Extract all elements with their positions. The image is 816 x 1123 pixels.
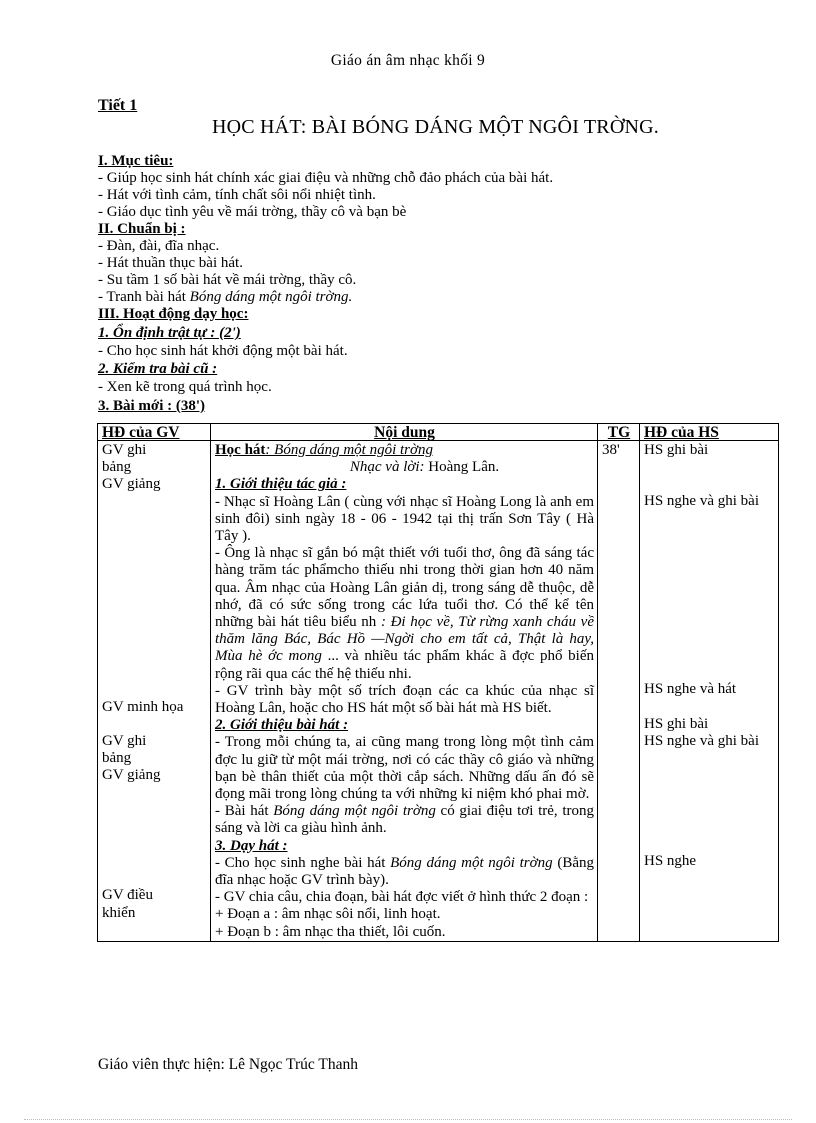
s2-p2-prefix: - Bài hát	[215, 803, 274, 820]
s1-heading: 1. Giới thiệu tác giả :	[215, 476, 347, 493]
lesson-plan-table	[97, 423, 779, 942]
s3-paragraph-3: + Đoạn a : âm nhạc sôi nổi, linh hoạt.	[215, 906, 441, 923]
gv-activity: GV giảng	[102, 476, 161, 493]
time-cell	[598, 441, 640, 942]
learn-label: Học hát	[215, 442, 266, 458]
content-cell	[211, 441, 598, 942]
s2-p2-tail: có giai điệu tơi trẻ, trong sáng và lời ca giàu hình ảnh.	[215, 803, 594, 837]
subsection-2-heading: 2. Kiểm tra bài cũ :	[98, 361, 218, 377]
gv-activity-cell	[98, 441, 211, 942]
header-hs: HĐ của HS	[640, 424, 779, 441]
subsection-1-heading: 1. Ổn định trật tự : (2')	[98, 325, 241, 341]
gv-activity: GV giảng	[102, 767, 161, 784]
objective-item: - Giúp học sinh hát chính xác giai điệu và những chỗ đảo phách của bài hát.	[98, 170, 554, 186]
learn-song-title: : Bóng dáng một ngôi trờng	[265, 442, 434, 458]
s2-paragraph-2	[215, 803, 594, 837]
s1-paragraph-2	[215, 545, 594, 683]
objective-item: - Giáo dục tình yêu về mái trờng, thầy cô và bạn bè	[98, 204, 407, 220]
s2-heading: 2. Giới thiệu bài hát :	[215, 717, 349, 734]
section-2-heading: II. Chuẩn bị :	[98, 221, 186, 237]
s3-paragraph	[215, 855, 594, 889]
s3-heading: 3. Dạy hát :	[215, 837, 288, 854]
s3-paragraph-4: + Đoạn b : âm nhạc tha thiết, lôi cuốn.	[215, 923, 446, 940]
hs-activity: HS ghi bài	[644, 442, 709, 458]
gv-activity: GV ghi bảng	[102, 732, 147, 767]
table-header-row	[98, 424, 779, 441]
hs-activity: HS nghe và hát	[644, 681, 737, 698]
time-value: 38'	[602, 442, 620, 458]
prep-item	[98, 289, 352, 306]
hs-activity-cell	[640, 441, 779, 942]
footer-teacher: Giáo viên thực hiện: Lê Ngọc Trúc Thanh	[98, 1056, 358, 1073]
section-1-heading: I. Mục tiêu:	[98, 153, 174, 169]
gv-activity: GV minh họa	[102, 698, 184, 715]
prep-item: - Su tầm 1 số bài hát về mái trờng, thầy cô.	[98, 272, 357, 288]
header-time: TG	[598, 424, 640, 441]
s2-p2-song: Bóng dáng một ngôi trờng	[273, 803, 436, 820]
page-header: Giáo án âm nhạc khối 9	[330, 52, 486, 69]
subsection-1-item: - Cho học sinh hát khởi động một bài hát.	[98, 343, 348, 359]
prep-item: - Hát thuần thục bài hát.	[98, 255, 243, 271]
prep-item-prefix: - Tranh bài hát	[98, 289, 190, 305]
hs-activity: HS nghe và ghi bài	[644, 732, 759, 749]
s3-p1-prefix: - Cho học sinh nghe bài hát	[215, 854, 391, 871]
song-title: Bóng dáng một ngôi trờng.	[189, 289, 353, 305]
s2-paragraph: - Trong mỗi chúng ta, ai cũng mang trong lòng một tình cảm đợc lu giữ từ một mái trờng, nơi có các thầy cô giáo và những bạn bè thân thiết của một thời cắp sách. Những dấu ấn đó sẽ đọng mãi trong lòng chúng ta với những kỉ niệm khó phai mờ.	[215, 734, 594, 803]
gv-activity: GV ghi bảng	[102, 442, 147, 476]
s1-paragraph: - Nhạc sĩ Hoàng Lân ( cùng với nhạc sĩ Hoàng Long là anh em sinh đôi) sinh ngày 18 - 06 - 1942 tại thị trấn Sơn Tây ( Hà Tây ).	[215, 493, 594, 545]
author-label: Nhạc và lời:	[349, 459, 425, 476]
s1-p2-text: - Ông là nhạc sĩ gắn bó mật thiết với tuổi thơ, ông đã sáng tác hàng trăm tác phẩmcho thiếu nhi trong thời gian hơn 40 năm qua. Âm nhạc của Hoàng Lân giản dị, trong sáng dễ thuộc, dễ nhớ, đã có sức sống trong các lứa tuổi thơ. Có thể kể tên những bài hát tiêu biểu nh	[215, 545, 594, 631]
s3-p1-tail: (Bằng đĩa nhạc hoặc GV trình bày).	[215, 854, 594, 889]
lesson-label: Tiết 1	[98, 97, 138, 114]
subsection-3-heading: 3. Bài mới : (38')	[98, 398, 206, 414]
s3-paragraph-2: - GV chia câu, chia đoạn, bài hát đợc viết ở hình thức 2 đoạn :	[215, 889, 589, 906]
section-3-heading: III. Hoạt động dạy học:	[98, 306, 249, 322]
subsection-2-item: - Xen kẽ trong quá trình học.	[98, 379, 272, 395]
s1-p2-tail: ... và nhiều tác phẩm khác ã đợc phổ biến rộng rãi qua các thế hệ thiếu nhi.	[215, 648, 595, 682]
s3-p1-song: Bóng dáng một ngôi trờng	[390, 854, 553, 871]
s1-paragraph-3: - GV trình bày một số trích đoạn các ca khúc của nhạc sĩ Hoàng Lân, hoặc cho HS hát một số bài hát mà HS biết.	[215, 682, 594, 717]
hs-activity: HS ghi bài	[644, 715, 709, 732]
hs-activity: HS nghe	[644, 853, 697, 870]
table-row	[98, 441, 779, 942]
hs-activity: HS nghe và ghi bài	[644, 493, 759, 510]
header-content: Nội dung	[211, 424, 598, 441]
lesson-title: HỌC HÁT: BÀI BÓNG DÁNG MỘT NGÔI TRỜNG.	[212, 116, 659, 138]
header-gv: HĐ của GV	[98, 424, 211, 441]
author-name: Hoàng Lân.	[424, 459, 500, 476]
prep-item: - Đàn, đài, đĩa nhạc.	[98, 238, 220, 254]
gv-activity: GV điều khiển	[102, 887, 153, 921]
objective-item: - Hát với tình cảm, tính chất sôi nổi nhiệt tình.	[98, 187, 376, 203]
page-bottom-rule	[24, 1119, 792, 1120]
s1-p2-songs: : Đi học về, Từ rừng xanh cháu về thăm lăng Bác, Bác Hồ —Ngời cho em tất cả, Thật là hay, Mùa hè ớc mong	[215, 614, 594, 665]
